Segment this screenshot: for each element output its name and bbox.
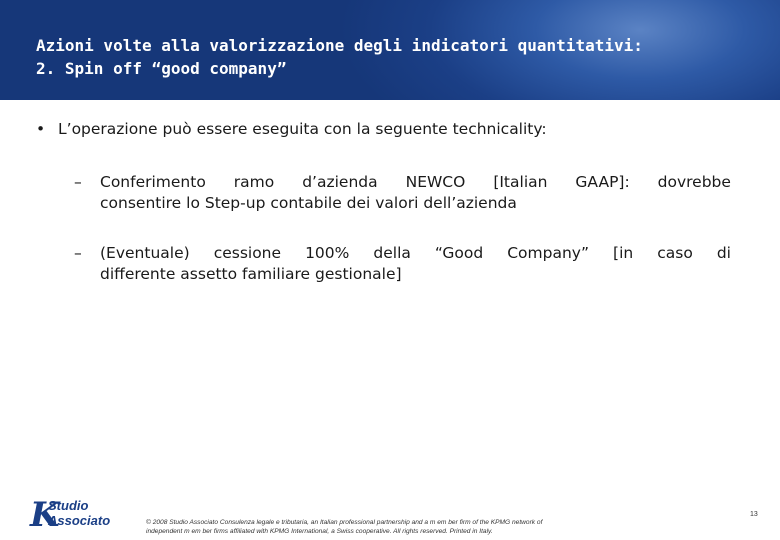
word: Company” [507, 244, 590, 262]
dash-icon: – [74, 244, 82, 262]
word: GAAP]: [575, 173, 630, 191]
logo-k-letter: K [30, 495, 60, 535]
slide-body [36, 120, 736, 138]
studio-associato-logo [30, 497, 142, 533]
word: ramo [233, 173, 275, 191]
main-bullet-text: L’operazione può essere eseguita con la seguente technicality: [58, 120, 547, 138]
slide-header [0, 0, 780, 100]
word: dovrebbe [657, 173, 731, 191]
word: cessione [213, 244, 282, 262]
word: caso [657, 244, 693, 262]
word: NEWCO [405, 173, 466, 191]
bullet-icon: • [36, 120, 46, 138]
word: di [716, 244, 731, 262]
logo-line-1: Studio [48, 498, 89, 513]
word: “Good [434, 244, 484, 262]
word: d’azienda [302, 173, 378, 191]
sub-point-1 [74, 172, 731, 214]
word: (Eventuale) [100, 244, 190, 262]
footer-line-1: © 2008 Studio Associato Consulenza legale e tributaria, an Italian professional partnership and a m em ber firm of the KPMG network of [146, 519, 543, 526]
sub-point-1-line-1 [74, 172, 731, 193]
dash-icon: – [74, 173, 82, 191]
word: Conferimento [100, 173, 206, 191]
title-line-2: 2. Spin off “good company” [36, 59, 287, 78]
page-number: 13 [750, 511, 758, 518]
word: 100% [305, 244, 350, 262]
copyright-footer [146, 518, 686, 536]
logo-line-2: Associato [48, 513, 111, 528]
word: [in [613, 244, 634, 262]
sub-point-1-line-2: consentire lo Step-up contabile dei valori dell’azienda [100, 194, 517, 212]
sub-point-2-line-1 [74, 243, 731, 264]
footer-line-2: independent m em ber firms affiliated with KPMG International, a Swiss cooperative. All rights reserved. Printed in Italy. [146, 528, 493, 535]
sub-point-2-line-2: differente assetto familiare gestionale] [100, 265, 402, 283]
title-line-1: Azioni volte alla valorizzazione degli indicatori quantitativi: [36, 36, 643, 55]
slide-title [36, 34, 756, 80]
word: della [373, 244, 411, 262]
main-bullet [36, 120, 736, 138]
sub-point-2 [74, 243, 731, 285]
word: [Italian [493, 173, 548, 191]
